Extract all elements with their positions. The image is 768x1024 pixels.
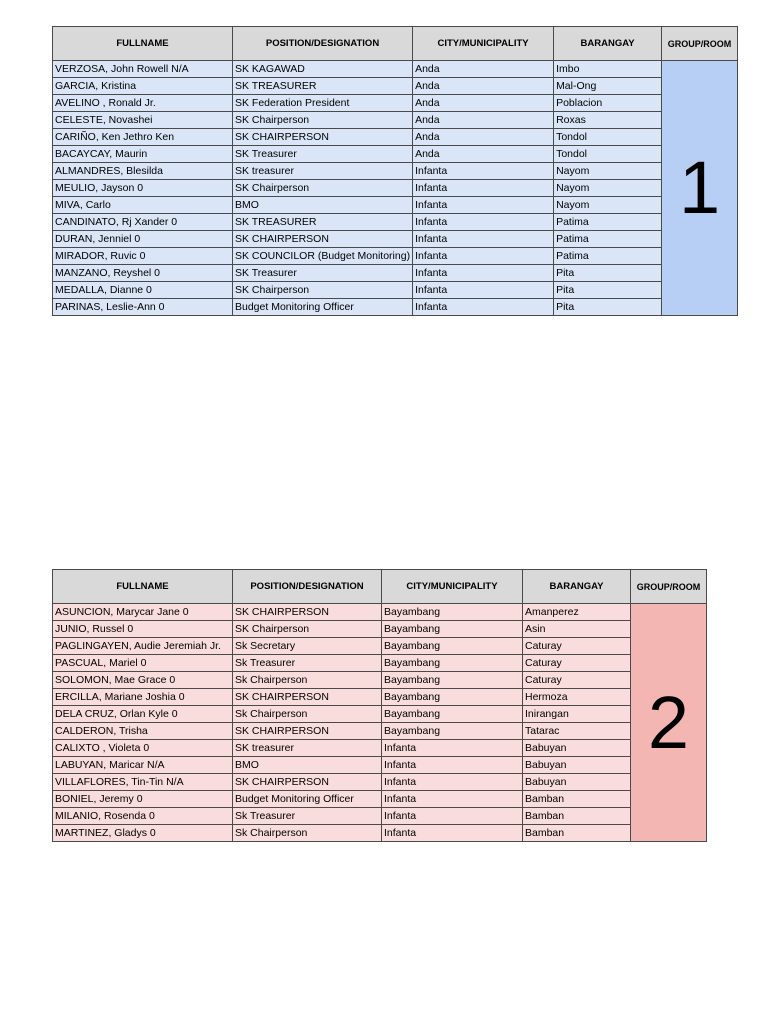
city-cell: Bayambang [382, 604, 523, 621]
city-cell: Infanta [413, 163, 554, 180]
position-cell: Sk Treasurer [233, 808, 382, 825]
table-row [53, 146, 738, 163]
barangay-cell: Babuyan [523, 757, 631, 774]
table-row [53, 706, 707, 723]
header-city: CITY/MUNICIPALITY [382, 570, 523, 604]
table-row [53, 723, 707, 740]
city-cell: Infanta [413, 299, 554, 316]
fullname-cell: JUNIO, Russel 0 [53, 621, 233, 638]
city-cell: Infanta [413, 180, 554, 197]
table-row [53, 214, 738, 231]
fullname-cell: ASUNCION, Marycar Jane 0 [53, 604, 233, 621]
position-cell: SK Treasurer [233, 146, 413, 163]
barangay-cell: Caturay [523, 638, 631, 655]
barangay-cell: Mal-Ong [554, 78, 662, 95]
fullname-cell: MARTINEZ, Gladys 0 [53, 825, 233, 842]
fullname-cell: MANZANO, Reyshel 0 [53, 265, 233, 282]
header-row [53, 570, 707, 604]
table-row [53, 774, 707, 791]
city-cell: Infanta [413, 231, 554, 248]
barangay-cell: Bamban [523, 808, 631, 825]
city-cell: Anda [413, 95, 554, 112]
position-cell: SK TREASURER [233, 214, 413, 231]
position-cell: Budget Monitoring Officer [233, 299, 413, 316]
fullname-cell: CANDINATO, Rj Xander 0 [53, 214, 233, 231]
barangay-cell: Babuyan [523, 774, 631, 791]
fullname-cell: LABUYAN, Maricar N/A [53, 757, 233, 774]
position-cell: SK CHAIRPERSON [233, 723, 382, 740]
position-cell: SK COUNCILOR (Budget Monitoring) [233, 248, 413, 265]
barangay-cell: Caturay [523, 655, 631, 672]
barangay-cell: Pita [554, 265, 662, 282]
fullname-cell: ALMANDRES, Blesilda [53, 163, 233, 180]
barangay-cell: Patima [554, 248, 662, 265]
table-row [53, 248, 738, 265]
city-cell: Anda [413, 112, 554, 129]
city-cell: Anda [413, 146, 554, 163]
table-row [53, 791, 707, 808]
position-cell: SK Chairperson [233, 112, 413, 129]
fullname-cell: AVELINO , Ronald Jr. [53, 95, 233, 112]
table-row [53, 180, 738, 197]
header-fullname: FULLNAME [53, 27, 233, 61]
position-cell: SK Chairperson [233, 282, 413, 299]
city-cell: Infanta [382, 808, 523, 825]
table-row [53, 638, 707, 655]
header-group-room: GROUP/ROOM [631, 570, 707, 604]
fullname-cell: PAGLINGAYEN, Audie Jeremiah Jr. [53, 638, 233, 655]
barangay-cell: Roxas [554, 112, 662, 129]
table-row [53, 757, 707, 774]
fullname-cell: GARCIA, Kristina [53, 78, 233, 95]
header-fullname: FULLNAME [53, 570, 233, 604]
barangay-cell: Tatarac [523, 723, 631, 740]
group-room-number: 2 [631, 604, 707, 842]
position-cell: SK CHAIRPERSON [233, 689, 382, 706]
fullname-cell: PASCUAL, Mariel 0 [53, 655, 233, 672]
header-group-room: GROUP/ROOM [662, 27, 738, 61]
table-row [53, 265, 738, 282]
table-row [53, 689, 707, 706]
position-cell: SK Federation President [233, 95, 413, 112]
city-cell: Infanta [413, 265, 554, 282]
barangay-cell: Tondol [554, 146, 662, 163]
city-cell: Bayambang [382, 655, 523, 672]
header-barangay: BARANGAY [523, 570, 631, 604]
fullname-cell: VERZOSA, John Rowell N/A [53, 61, 233, 78]
fullname-cell: CALDERON, Trisha [53, 723, 233, 740]
table-row [53, 282, 738, 299]
table-row [53, 621, 707, 638]
position-cell: Sk Secretary [233, 638, 382, 655]
city-cell: Anda [413, 129, 554, 146]
table-row [53, 825, 707, 842]
position-cell: SK Treasurer [233, 265, 413, 282]
position-cell: Sk Chairperson [233, 672, 382, 689]
fullname-cell: CALIXTO , Violeta 0 [53, 740, 233, 757]
position-cell: SK treasurer [233, 163, 413, 180]
position-cell: SK CHAIRPERSON [233, 774, 382, 791]
barangay-cell: Amanperez [523, 604, 631, 621]
header-position: POSITION/DESIGNATION [233, 27, 413, 61]
fullname-cell: DELA CRUZ, Orlan Kyle 0 [53, 706, 233, 723]
position-cell: SK Chairperson [233, 180, 413, 197]
barangay-cell: Poblacion [554, 95, 662, 112]
barangay-cell: Bamban [523, 791, 631, 808]
table-row [53, 672, 707, 689]
fullname-cell: MILANIO, Rosenda 0 [53, 808, 233, 825]
table-row [53, 129, 738, 146]
table-row [53, 231, 738, 248]
barangay-cell: Asin [523, 621, 631, 638]
city-cell: Infanta [413, 214, 554, 231]
fullname-cell: MEDALLA, Dianne 0 [53, 282, 233, 299]
barangay-cell: Babuyan [523, 740, 631, 757]
barangay-cell: Inirangan [523, 706, 631, 723]
fullname-cell: MIRADOR, Ruvic 0 [53, 248, 233, 265]
fullname-cell: BACAYCAY, Maurin [53, 146, 233, 163]
city-cell: Infanta [382, 791, 523, 808]
city-cell: Infanta [382, 774, 523, 791]
city-cell: Infanta [382, 757, 523, 774]
city-cell: Anda [413, 61, 554, 78]
city-cell: Bayambang [382, 689, 523, 706]
table-row [53, 740, 707, 757]
city-cell: Bayambang [382, 723, 523, 740]
barangay-cell: Bamban [523, 825, 631, 842]
position-cell: SK CHAIRPERSON [233, 604, 382, 621]
table-row [53, 808, 707, 825]
city-cell: Infanta [413, 197, 554, 214]
header-city: CITY/MUNICIPALITY [413, 27, 554, 61]
position-cell: Sk Treasurer [233, 655, 382, 672]
table-row [53, 95, 738, 112]
barangay-cell: Nayom [554, 163, 662, 180]
header-position: POSITION/DESIGNATION [233, 570, 382, 604]
header-row [53, 27, 738, 61]
city-cell: Bayambang [382, 621, 523, 638]
position-cell: Budget Monitoring Officer [233, 791, 382, 808]
position-cell: SK treasurer [233, 740, 382, 757]
barangay-cell: Pita [554, 299, 662, 316]
fullname-cell: BONIEL, Jeremy 0 [53, 791, 233, 808]
position-cell: SK TREASURER [233, 78, 413, 95]
position-cell: SK Chairperson [233, 621, 382, 638]
fullname-cell: VILLAFLORES, Tin-Tin N/A [53, 774, 233, 791]
table-row [53, 163, 738, 180]
table-row [53, 61, 738, 78]
group-room-number: 1 [662, 61, 738, 316]
fullname-cell: SOLOMON, Mae Grace 0 [53, 672, 233, 689]
barangay-cell: Caturay [523, 672, 631, 689]
fullname-cell: CELESTE, Novashei [53, 112, 233, 129]
barangay-cell: Tondol [554, 129, 662, 146]
table-row [53, 299, 738, 316]
city-cell: Bayambang [382, 706, 523, 723]
fullname-cell: DURAN, Jenniel 0 [53, 231, 233, 248]
table-row [53, 197, 738, 214]
barangay-cell: Hermoza [523, 689, 631, 706]
barangay-cell: Nayom [554, 180, 662, 197]
barangay-cell: Imbo [554, 61, 662, 78]
fullname-cell: CARIÑO, Ken Jethro Ken [53, 129, 233, 146]
header-barangay: BARANGAY [554, 27, 662, 61]
city-cell: Infanta [413, 248, 554, 265]
position-cell: SK CHAIRPERSON [233, 231, 413, 248]
group-2-table [52, 569, 707, 842]
position-cell: SK KAGAWAD [233, 61, 413, 78]
position-cell: BMO [233, 757, 382, 774]
fullname-cell: ERCILLA, Mariane Joshia 0 [53, 689, 233, 706]
city-cell: Bayambang [382, 638, 523, 655]
table-row [53, 78, 738, 95]
city-cell: Bayambang [382, 672, 523, 689]
city-cell: Anda [413, 78, 554, 95]
barangay-cell: Patima [554, 214, 662, 231]
city-cell: Infanta [382, 740, 523, 757]
city-cell: Infanta [413, 282, 554, 299]
barangay-cell: Patima [554, 231, 662, 248]
position-cell: Sk Chairperson [233, 706, 382, 723]
fullname-cell: PARINAS, Leslie-Ann 0 [53, 299, 233, 316]
group-1-table [52, 26, 738, 316]
fullname-cell: MIVA, Carlo [53, 197, 233, 214]
position-cell: Sk Chairperson [233, 825, 382, 842]
table-row [53, 112, 738, 129]
barangay-cell: Pita [554, 282, 662, 299]
position-cell: BMO [233, 197, 413, 214]
position-cell: SK CHAIRPERSON [233, 129, 413, 146]
fullname-cell: MEULIO, Jayson 0 [53, 180, 233, 197]
table-row [53, 655, 707, 672]
table-row [53, 604, 707, 621]
city-cell: Infanta [382, 825, 523, 842]
barangay-cell: Nayom [554, 197, 662, 214]
